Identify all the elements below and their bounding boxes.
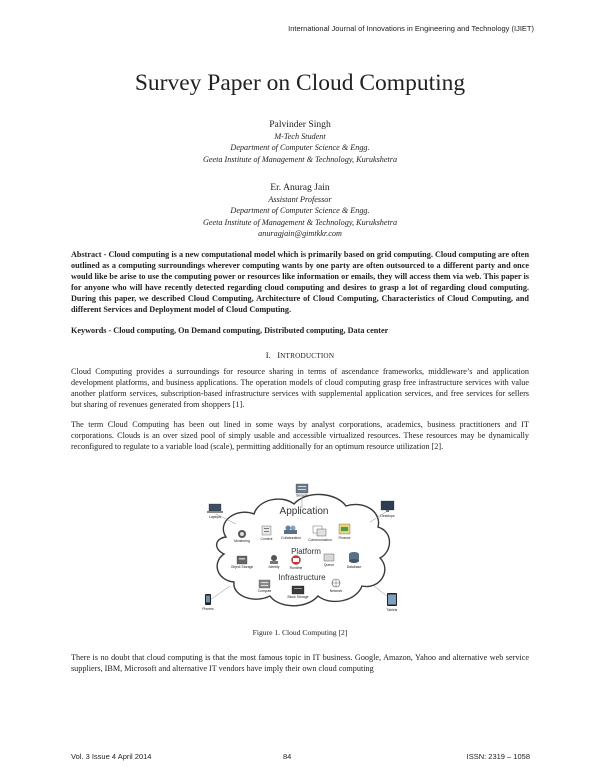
servers-label: Servers	[296, 493, 308, 498]
desktop-icon	[381, 501, 394, 512]
body-paragraph-3: There is no doubt that cloud computing is that the most famous topic in IT business. Google, Amazon, Yahoo and alternative web service suppliers, IBM, Microsoft and alternative IT vendors have imply their own cloud computing	[71, 653, 529, 674]
compute-label: Compute	[257, 589, 272, 593]
paper-title: Survey Paper on Cloud Computing	[134, 70, 466, 96]
queue-label: Queue	[323, 563, 335, 567]
section-heading	[0, 350, 600, 360]
queue-icon	[324, 554, 334, 561]
content-label: Content	[260, 537, 273, 541]
body-paragraph-2: The term Cloud Computing has been out lined in some ways by analyst corporations, academics, business practitioners and IT corporations. Clouds is an over sized pool of simply usable and accessible virtualized resources. These resources may be dynamically reconfigured to regulate to a variable load (scale), permitting additionally for an optimum resource utilization [2].	[71, 420, 529, 452]
finance-label: Finance	[338, 536, 351, 540]
laptop-icon	[207, 504, 223, 513]
object-storage-label: Object Storage	[230, 565, 254, 569]
connector-line	[210, 586, 230, 600]
author-block-1	[0, 119, 600, 165]
footer-volume: Vol. 3 Issue 4 April 2014	[71, 752, 152, 761]
figure-caption: Figure 1. Cloud Computing [2]	[252, 628, 348, 637]
author-institute: Geeta Institute of Management & Technology, Kurukshetra	[202, 154, 398, 164]
desktops-label: Desktops	[380, 514, 395, 518]
footer-issn: ISSN: 2319 – 1058	[466, 752, 530, 761]
author-dept: Department of Computer Science & Engg.	[230, 143, 370, 153]
monitoring-label: Monitoring	[234, 539, 250, 543]
cloud-computing-figure	[196, 482, 408, 620]
servers-icon	[296, 484, 308, 493]
author-name: Palvinder Singh	[269, 119, 331, 130]
infrastructure-layer-label: Infrastructure	[278, 573, 326, 582]
block-storage-label: Block Storage	[287, 595, 309, 599]
database-icon	[349, 552, 359, 563]
laptops-label: Laptops	[208, 515, 222, 519]
application-layer-label: Application	[279, 506, 329, 517]
communication-label: Communication	[308, 538, 332, 542]
tablet-icon	[387, 593, 397, 606]
identity-label: Identity	[268, 565, 280, 569]
block-storage-icon	[292, 586, 304, 594]
collaboration-label: Collaboration	[281, 536, 301, 540]
section-title-rest: NTRODUCTION	[280, 352, 335, 360]
author-email: anuragjain@gimtkkr.com	[258, 228, 342, 238]
section-number: I.	[265, 350, 271, 360]
network-label: Network	[329, 589, 343, 593]
body-paragraph-1: Cloud Computing provides a surroundings for resource sharing in terms of ascendance frameworks, middleware’s and application development platforms, and business applications. The operation models of cloud computing grasp free infrastructure services with value another platform services, subscription-based infrastructure services with supplemental application services, and free services for sellers but sharing of revenues generated from shoppers [1].	[71, 367, 529, 410]
footer-page-number: 84	[283, 752, 292, 761]
runtime-icon	[292, 556, 301, 565]
phone-icon	[205, 594, 211, 605]
author-name: Er. Anurag Jain	[270, 182, 330, 193]
compute-icon	[259, 580, 270, 588]
platform-layer-label: Platform	[291, 547, 321, 556]
author-block-2	[0, 182, 600, 239]
finance-icon	[339, 524, 350, 534]
object-storage-icon	[237, 556, 247, 564]
keywords: Keywords - Cloud computing, On Demand computing, Distributed computing, Data center	[71, 326, 389, 335]
section-title-initial: I	[277, 350, 281, 360]
tablets-label: Tablets	[386, 608, 398, 612]
phones-label: Phones	[202, 607, 214, 611]
author-dept: Department of Computer Science & Engg.	[230, 206, 370, 216]
author-role: M-Tech Student	[274, 132, 326, 142]
journal-header: International Journal of Innovations in Engineering and Technology (IJIET)	[288, 24, 534, 33]
database-label: Database	[346, 565, 362, 569]
content-icon	[262, 526, 271, 535]
author-institute: Geeta Institute of Management & Technology, Kurukshetra	[202, 217, 398, 227]
runtime-label: Runtime	[289, 566, 303, 570]
abstract: Abstract - Cloud computing is a new computational model which is primarily based on grid computing. Cloud computing are often outlined as a computing surroundings wherever computing wants by one party are often outsourced to a different party and once would like be arise to use the computing power or resources like information or emails, they will access them via web. This paper is for anyone who will have recently detected regarding cloud computing and desires to grasp a lot of regarding cloud computing. During this paper, we described Cloud Computing, Architecture of Cloud Computing, Characteristics of Cloud Computing, and different Services and Deployment model of Cloud Computing.	[71, 250, 529, 315]
network-icon	[332, 579, 340, 587]
monitoring-icon	[238, 530, 246, 538]
author-role: Assistant Professor	[268, 195, 332, 205]
